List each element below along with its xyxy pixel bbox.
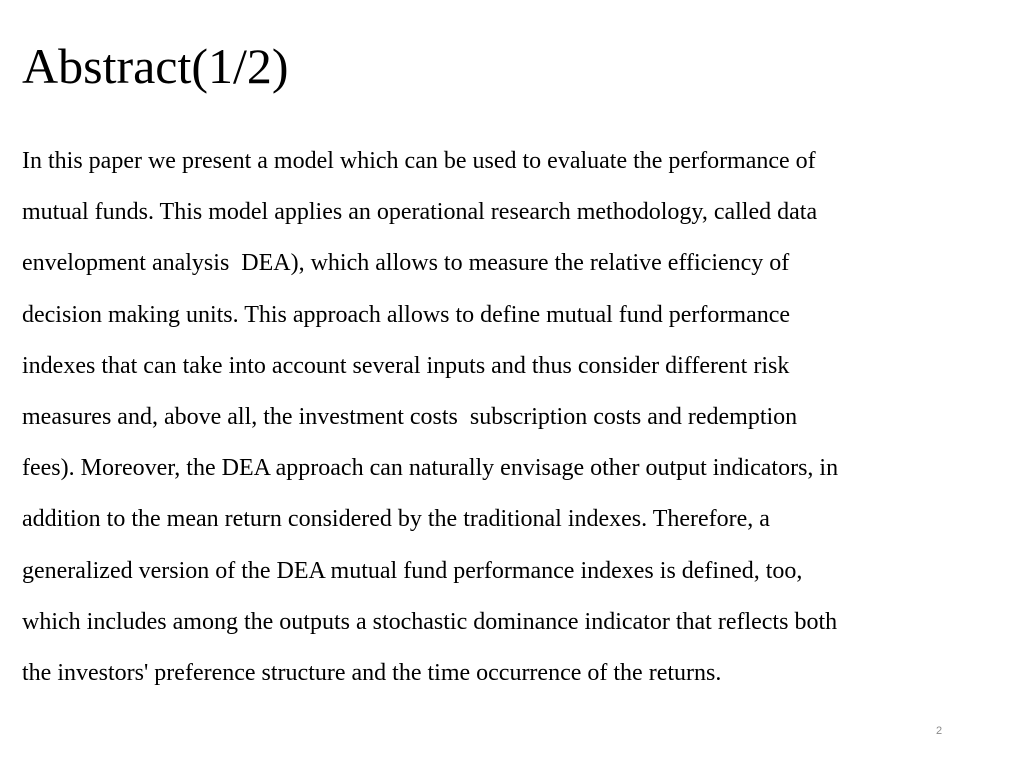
abstract-line: measures and, above all, the investment costs subscription costs and redemption bbox=[22, 403, 798, 430]
abstract-line: decision making units. This approach allows to define mutual fund performance bbox=[22, 301, 791, 328]
page-number: 2 bbox=[936, 725, 943, 737]
abstract-line: mutual funds. This model applies an operational research methodology, called data bbox=[22, 199, 818, 226]
slide-title: Abstract(1/2) bbox=[22, 38, 289, 94]
abstract-line: In this paper we present a model which can be used to evaluate the performance of bbox=[22, 148, 816, 174]
abstract-line: generalized version of the DEA mutual fund performance indexes is defined, too, bbox=[22, 557, 803, 584]
abstract-line: envelopment analysis DEA), which allows to measure the relative efficiency of bbox=[22, 250, 790, 277]
abstract-line: the investors' preference structure and the time occurrence of the returns. bbox=[22, 659, 722, 686]
abstract-body bbox=[22, 136, 1002, 699]
abstract-line: addition to the mean return considered by the traditional indexes. Therefore, a bbox=[22, 506, 770, 533]
abstract-line: indexes that can take into account several inputs and thus consider different risk bbox=[22, 352, 790, 379]
abstract-line: which includes among the outputs a stochastic dominance indicator that reflects both bbox=[22, 608, 838, 635]
abstract-line: fees). Moreover, the DEA approach can naturally envisage other output indicators, in bbox=[22, 455, 839, 482]
